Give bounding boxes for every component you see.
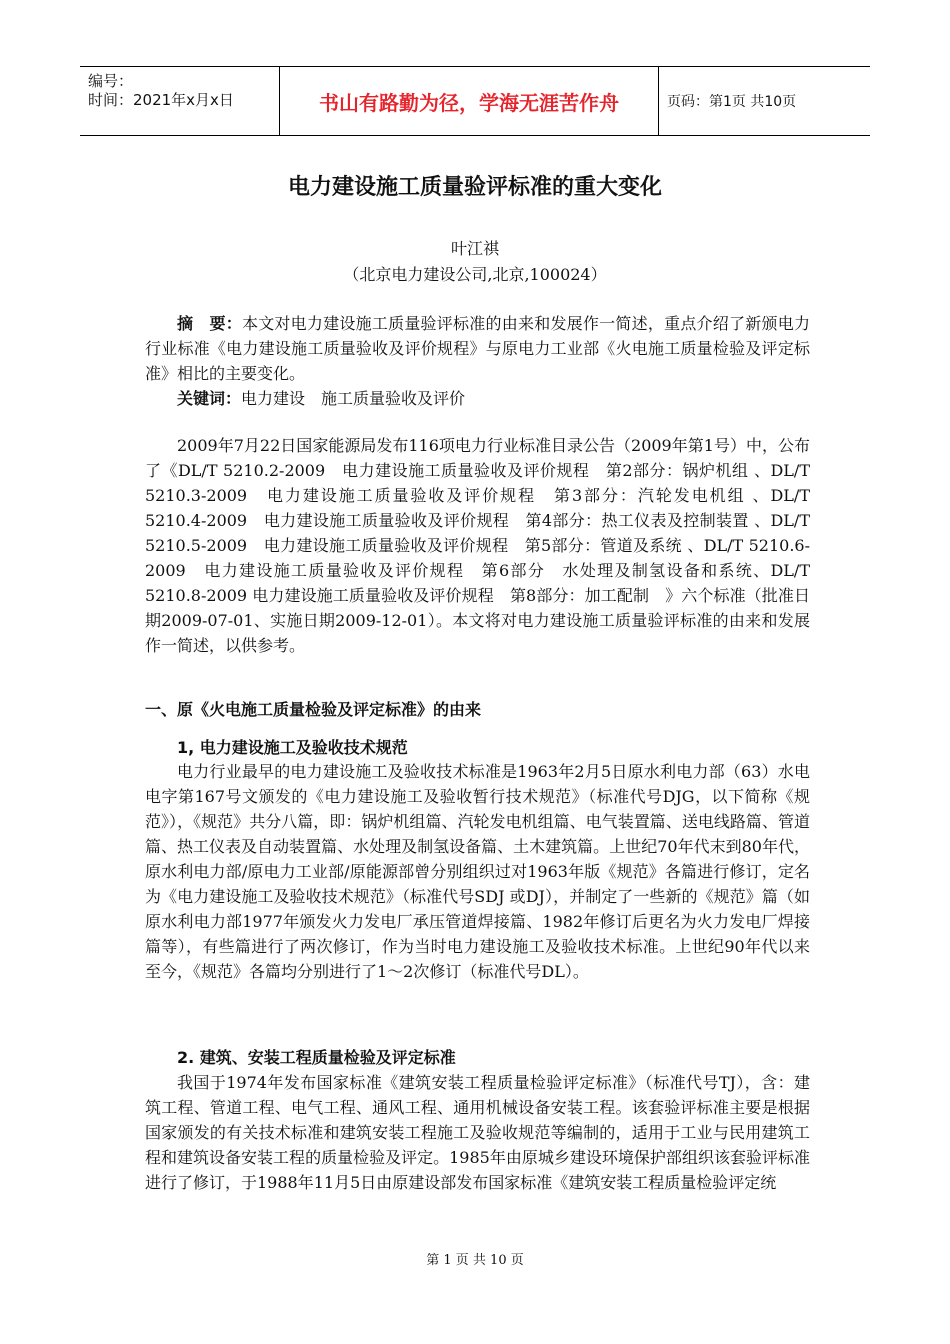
abstract-block — [145, 311, 810, 411]
subsection1-paragraph: 电力行业最早的电力建设施工及验收技术标准是1963年2月5日原水利电力部（63）水电电字第167号文颁发的《电力建设施工及验收暂行技术规范》（标准代号DJG，以下简称《规范》），《规范》共分八篇，即：锅炉机组篇、汽轮发电机组篇、电气装置篇、送电线路篇、管道篇、热工仪表及自动装置篇、水处理及制氢设备篇、土木建筑篇。上世纪70年代末到80年代，原水利电力部/原电力工业部/原能源部曾分别组织过对1963年版《规范》各篇进行修订，定名为《电力建设施工及验收技术规范》（标准代号SDJ 或DJ），并制定了一些新的《规范》篇（如原水利电力部1977年颁发火力发电厂承压管道焊接篇、1982年修订后更名为火力发电厂焊接篇等），有些篇进行了两次修订，作为当时电力建设施工及验收技术标准。上世纪90年代以来至今，《规范》各篇均分别进行了1～2次修订（标准代号DL）。 — [145, 762, 810, 981]
section1-heading: 一、原《火电施工质量检验及评定标准》的由来 — [145, 700, 482, 719]
abstract-label: 摘 要： — [177, 314, 242, 333]
article-title: 电力建设施工质量验评标准的重大变化 — [287, 175, 662, 200]
page-footer: 第 1 页 共 10 页 — [426, 1253, 524, 1268]
intro-paragraph: 2009年7月22日国家能源局发布116项电力行业标准目录公告（2009年第1号）中，公布了《DL/T 5210.2-2009 电力建设施工质量验收及评价规程 第2部分：锅炉机组 、DL/T 5210.3-2009 电力建设施工质量验收及评价规程 第3部分：汽轮发电机组 、DL/T 5210.4-2009 电力建设施工质量验收及评价规程 第4部分：热工仪表及控制装置 、DL/T 5210.5-2009 电力建设施工质量验收及评价规程 第5部分：管道及系统 、DL/T 5210.6-2009 电力建设施工质量验收及评价规程 第6部分 水处理及制氢设备和系统、DL/T 5210.8-2009 电力建设施工质量验收及评价规程 第8部分：加工配制 》六个标准（批准日期2009-07-01、实施日期2009-12-01）。本文将对电力建设施工质量验评标准的由来和发展作一简述，以供参考。 — [145, 436, 810, 655]
abstract-text: 本文对电力建设施工质量验评标准的由来和发展作一简述，重点介绍了新颁电力行业标准《电力建设施工质量验收及评价规程》与原电力工业部《火电施工质量检验及评定标准》相比的主要变化。 — [145, 314, 810, 383]
time-label: 时间：2021年x月x日 — [88, 91, 234, 109]
header-page-info: 页码：第1页 共10页 — [667, 94, 797, 110]
article-affiliation: （北京电力建设公司,北京,100024） — [343, 265, 607, 284]
keywords-paragraph — [145, 386, 810, 411]
keywords-text: 电力建设 施工质量验收及评价 — [241, 389, 466, 408]
keywords-label: 关键词： — [177, 389, 242, 408]
number-label: 编号： — [88, 72, 134, 90]
intro-block — [145, 433, 810, 658]
subsection1-heading: 1, 电力建设施工及验收技术规范 — [177, 738, 408, 757]
abstract-paragraph — [145, 311, 810, 386]
header-motto: 书山有路勤为径，学海无涯苦作舟 — [280, 67, 659, 135]
subsection1-block — [145, 759, 810, 984]
subsection2-paragraph: 我国于1974年发布国家标准《建筑安装工程质量检验评定标准》（标准代号TJ），含：建筑工程、管道工程、电气工程、通风工程、通用机械设备安装工程。该套验评标准主要是根据国家颁发的有关技术标准和建筑安装工程施工及验收规范等编制的，适用于工业与民用建筑工程和建筑设备安装工程的质量检验及评定。1985年由原城乡建设环境保护部组织该套验评标准进行了修订，于1988年11月5日由原建设部发布国家标准《建筑安装工程质量检验评定统 — [145, 1073, 810, 1192]
subsection2-heading: 2. 建筑、安装工程质量检验及评定标准 — [177, 1048, 456, 1067]
subsection2-block — [145, 1070, 810, 1195]
header-meta — [80, 67, 280, 135]
article-author: 叶江祺 — [450, 239, 499, 258]
page-header — [80, 66, 870, 136]
